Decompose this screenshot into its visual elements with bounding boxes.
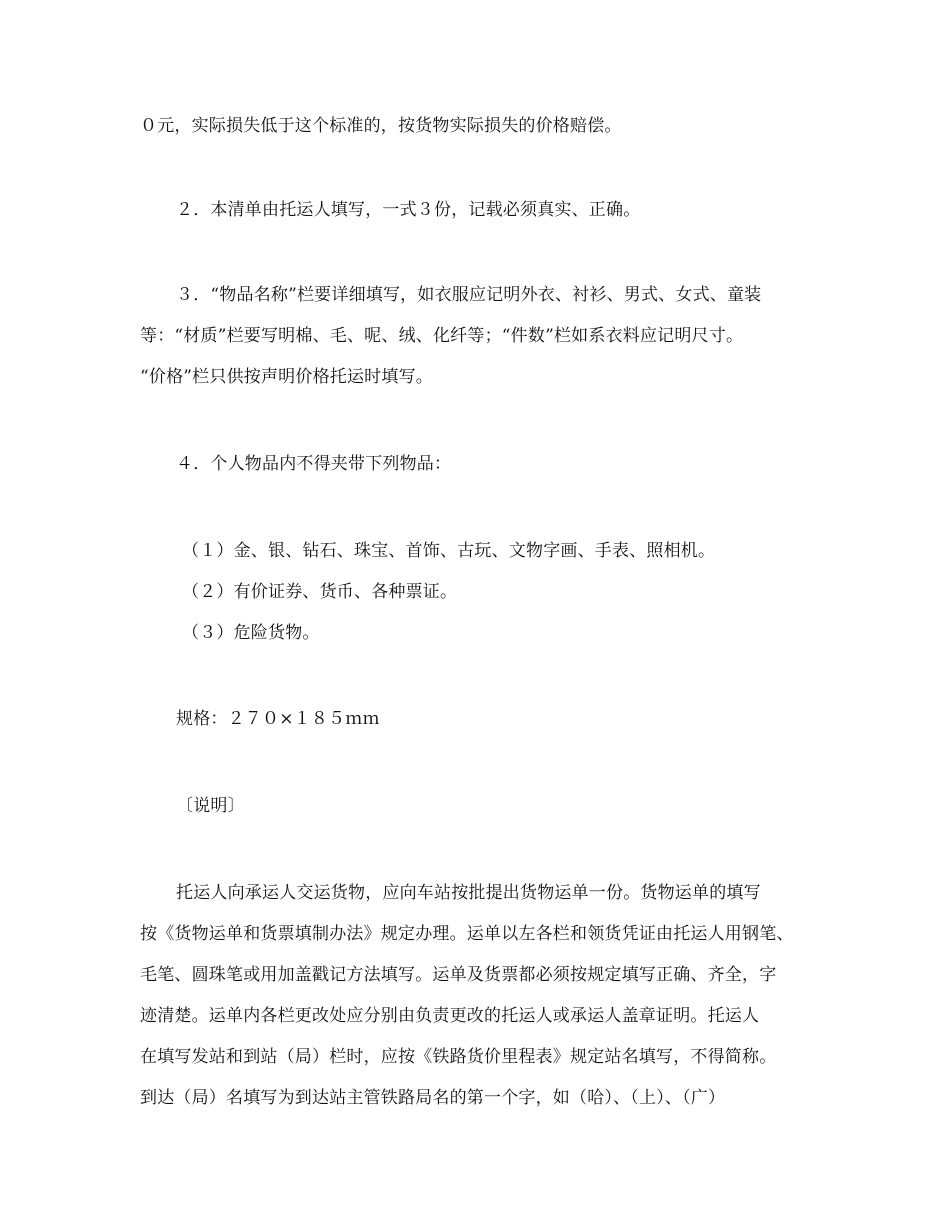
paragraph-line-item-4: ４．个人物品内不得夹带下列物品： bbox=[176, 454, 452, 474]
paragraph-line-compensation: ０元，实际损失低于这个标准的，按货物实际损失的价格赔偿。 bbox=[140, 116, 622, 136]
spec-line: 规格：２７０×１８５ｍｍ bbox=[176, 709, 380, 729]
list-item-securities: （２）有价证券、货币、各种票证。 bbox=[182, 582, 458, 602]
paragraph-line-item-2: ２．本清单由托运人填写，一式３份，记载必须真实、正确。 bbox=[176, 200, 641, 220]
explanation-line-5: 在填写发站和到站（局）栏时，应按《铁路货价里程表》规定站名填写，不得简称。 bbox=[140, 1047, 777, 1067]
list-item-precious: （１）金、银、钻石、珠宝、首饰、古玩、文物字画、手表、照相机。 bbox=[182, 541, 716, 561]
paragraph-line-item-3: ３．“物品名称”栏要详细填写，如衣服应记明外衣、衬衫、男式、女式、童装 bbox=[176, 285, 762, 305]
list-item-dangerous: （３）危险货物。 bbox=[182, 623, 320, 643]
explanation-line-1: 托运人向承运人交运货物，应向车站按批提出货物运单一份。货物运单的填写 bbox=[176, 883, 761, 903]
explanation-line-2: 按《货物运单和货票填制办法》规定办理。运单以左各栏和领货凭证由托运人用钢笔、 bbox=[140, 924, 794, 944]
explanation-line-4: 迹清楚。运单内各栏更改处应分别由负责更改的托运人或承运人盖章证明。托运人 bbox=[140, 1006, 760, 1026]
paragraph-line-item-3-cont: 等：“材质”栏要写明棉、毛、呢、绒、化纤等；“件数”栏如系衣料应记明尺寸。 bbox=[140, 326, 744, 346]
section-heading-explanation: 〔说明〕 bbox=[176, 796, 245, 816]
paragraph-line-item-3-end: “价格”栏只供按声明价格托运时填写。 bbox=[140, 367, 433, 387]
explanation-line-3: 毛笔、圆珠笔或用加盖戳记方法填写。运单及货票都必须按规定填写正确、齐全，字 bbox=[140, 965, 777, 985]
explanation-line-6: 到达（局）名填写为到达站主管铁路局名的第一个字，如（哈）、（上）、（广） bbox=[140, 1088, 726, 1108]
